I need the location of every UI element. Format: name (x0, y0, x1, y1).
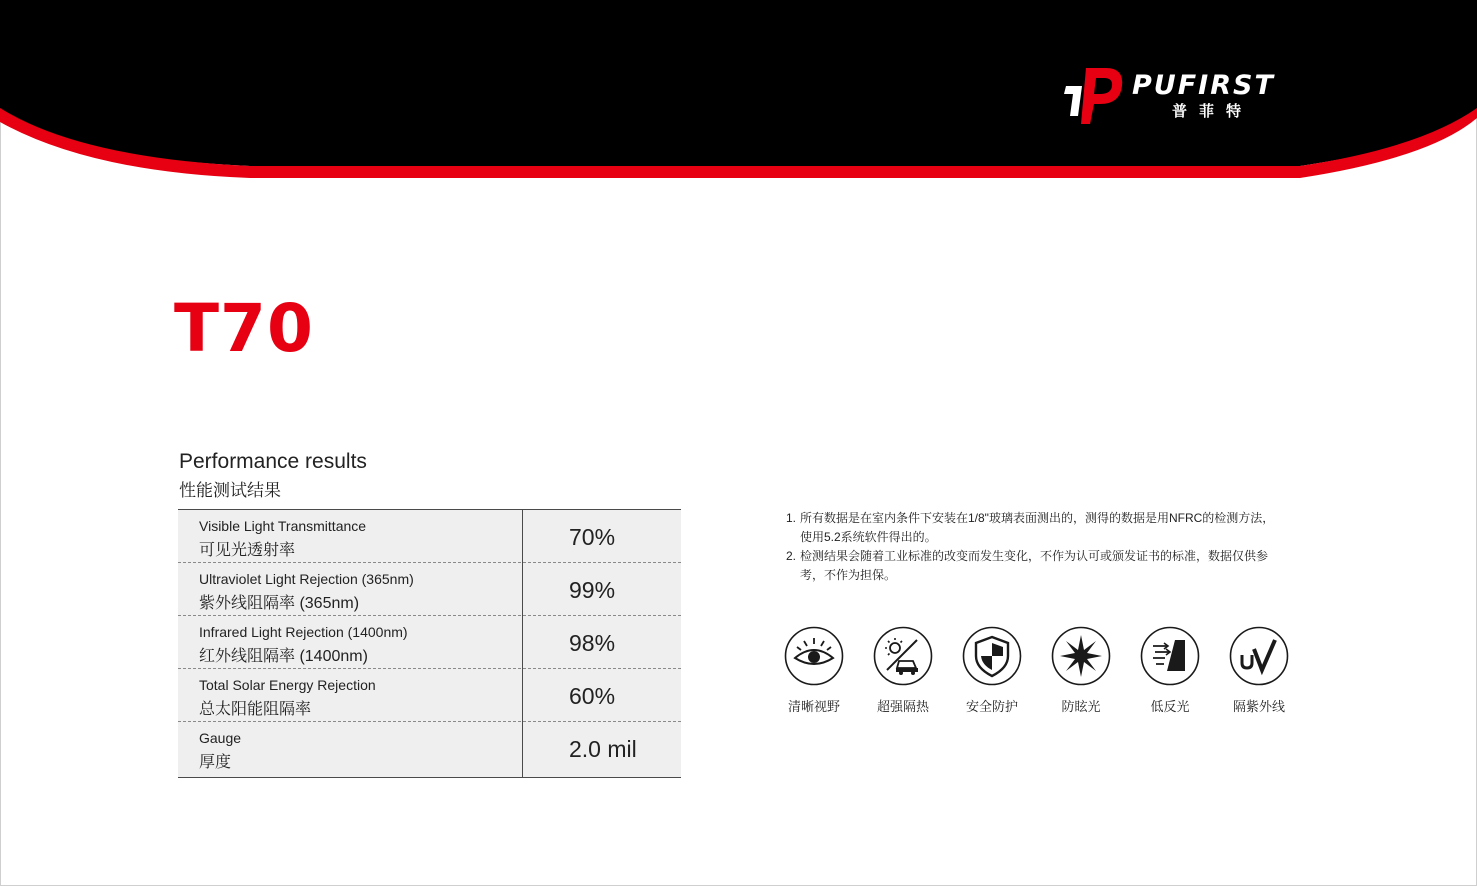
heat-insulation-icon (873, 626, 933, 686)
table-row (178, 616, 681, 669)
row-value: 2.0 mil (569, 736, 637, 762)
row-value: 99% (569, 577, 616, 603)
table-row (178, 669, 681, 722)
row-label-en: Infrared Light Rejection (1400nm) (199, 624, 408, 640)
feature-label: 超强隔热 (876, 699, 929, 714)
section-title-cn: 性能测试结果 (179, 481, 281, 500)
table-row (178, 510, 681, 563)
model-title: T70 (174, 290, 314, 367)
note-text: 所有数据是在室内条件下安装在1/8"玻璃表面测出的，测得的数据是用NFRC的检测方法，使用5.2系统软件得出的。 (800, 511, 1275, 544)
glare-icon (1051, 626, 1111, 686)
note-item (786, 547, 1286, 585)
feature-label: 清晰视野 (787, 699, 840, 714)
row-label-en: Total Solar Energy Rejection (199, 677, 376, 693)
notes (786, 509, 1286, 585)
feature-label: 安全防护 (965, 699, 1018, 714)
row-label-cn: 可见光透射率 (199, 542, 296, 559)
row-value: 98% (569, 630, 616, 656)
note-number: 2. (786, 549, 797, 563)
performance-table (178, 509, 681, 778)
brand-name-cn: 普菲特 (1172, 102, 1254, 120)
eye-icon (784, 626, 844, 686)
row-value: 60% (569, 683, 616, 709)
brand-logo-icon (1062, 64, 1126, 128)
uv-icon (1229, 626, 1289, 686)
row-label-en: Ultraviolet Light Rejection (365nm) (199, 571, 414, 587)
section-title-en: Performance results (179, 450, 367, 473)
feature-label: 隔紫外线 (1232, 699, 1285, 714)
table-row (178, 563, 681, 616)
note-number: 1. (786, 511, 797, 525)
low-reflection-icon (1140, 626, 1200, 686)
row-label-en: Visible Light Transmittance (199, 518, 367, 534)
row-label-cn: 厚度 (199, 754, 232, 771)
feature-label: 防眩光 (1061, 699, 1101, 714)
row-label-cn: 紫外线阻隔率 (365nm) (199, 595, 360, 612)
shield-icon (962, 626, 1022, 686)
row-label-cn: 红外线阻隔率 (1400nm) (199, 648, 368, 665)
note-item (786, 509, 1286, 547)
table-row (178, 722, 681, 777)
note-text: 检测结果会随着工业标准的改变而发生变化，不作为认可或颁发证书的标准，数据仅供参考，不作为担保。 (800, 549, 1269, 582)
feature-label: 低反光 (1150, 699, 1190, 714)
row-label-en: Gauge (199, 730, 242, 746)
row-value: 70% (569, 524, 616, 550)
brand-name: PUFIRST (1132, 70, 1275, 101)
column-divider (522, 510, 523, 777)
row-label-cn: 总太阳能阻隔率 (199, 701, 312, 718)
